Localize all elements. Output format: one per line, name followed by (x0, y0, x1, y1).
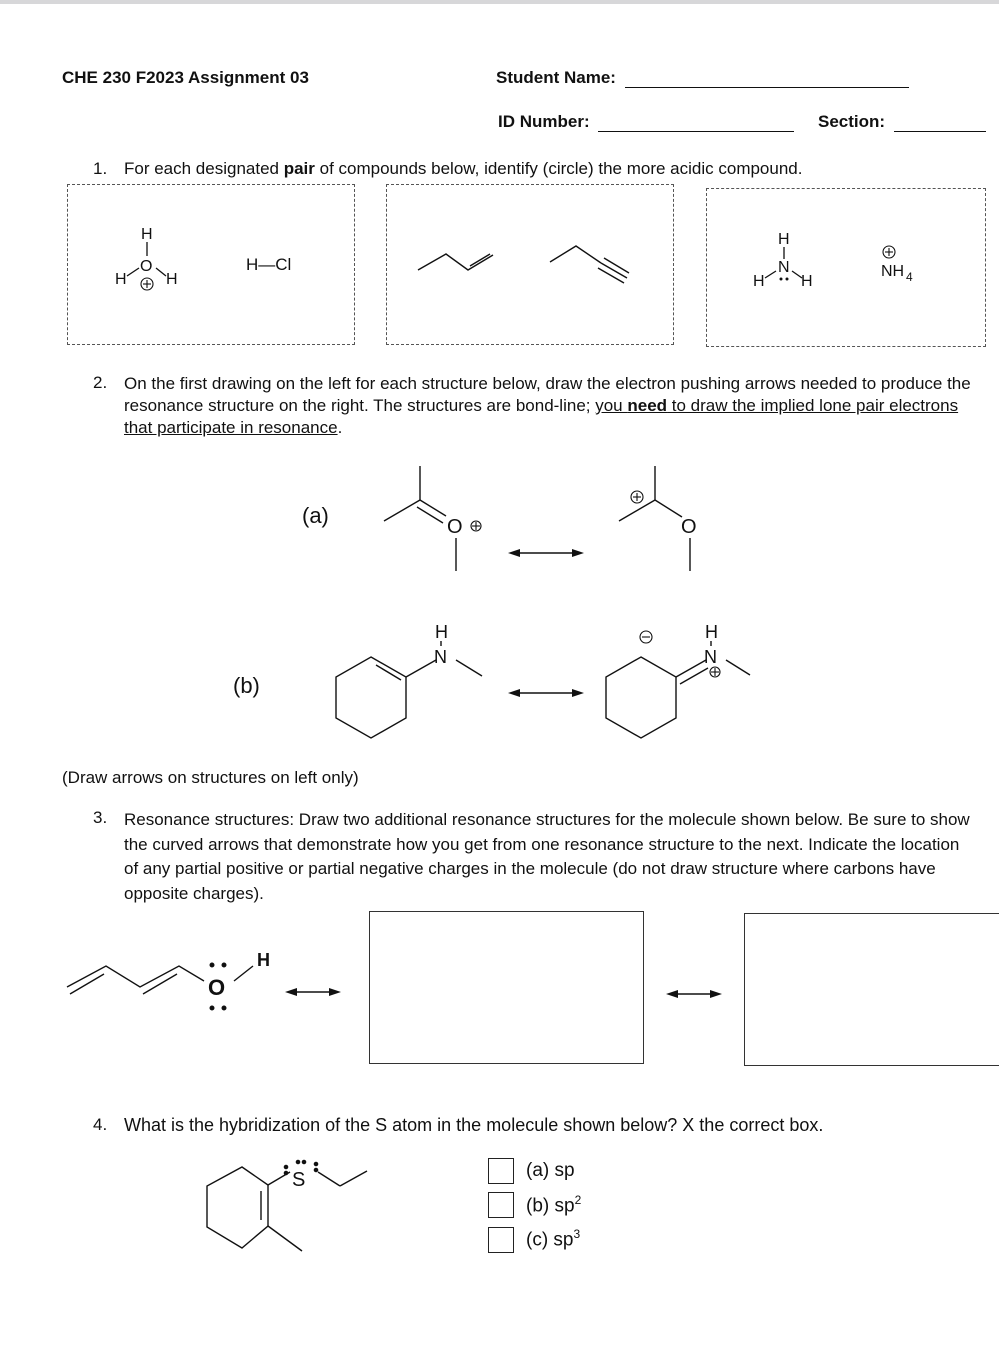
thioether-structure[interactable] (207, 1160, 367, 1251)
q2-text-u1: you (595, 396, 628, 415)
option-b-sup: 2 (574, 1193, 582, 1207)
q1-text-bold: pair (283, 159, 315, 178)
svg-text:S: S (292, 1169, 306, 1191)
svg-text:H: H (166, 271, 178, 288)
hcl-text[interactable]: H—Cl (246, 255, 292, 274)
q2-note: (Draw arrows on structures on left only) (62, 768, 359, 787)
option-c-text: (c) sp (526, 1229, 574, 1251)
q1-text-a: For each designated (124, 159, 284, 178)
ammonium-subscript: 4 (906, 270, 913, 284)
option-c-checkbox[interactable] (488, 1227, 514, 1253)
q4-text: What is the hybridization of the S atom in the molecule shown below? X the correct box. (124, 1115, 824, 1135)
option-a-label (526, 1160, 575, 1182)
svg-text:H: H (141, 226, 153, 243)
q3-number: 3. (93, 808, 108, 827)
svg-text:H: H (435, 622, 448, 642)
svg-text:H: H (115, 271, 127, 288)
svg-text:H: H (705, 622, 718, 642)
svg-text:H: H (753, 273, 765, 290)
svg-text:N: N (778, 259, 790, 276)
section-label-text: Section: (818, 112, 886, 131)
course-title: CHE 230 F2023 Assignment 03 (62, 68, 309, 87)
svg-text:H: H (257, 950, 270, 970)
svg-text:N: N (704, 647, 717, 667)
q2-text-plain: On the first drawing on the left for each structure below, draw the electron pushing arrows needed to produce the resonance structure on the right. The structures are bond-line; (124, 374, 971, 415)
student-name-label-text: Student Name: (496, 68, 616, 87)
ammonium-text: NH (881, 263, 905, 280)
id-number-label-text: ID Number: (498, 112, 590, 131)
q2-text-u2: to draw the implied lone pair electrons that participate in resonance (124, 396, 959, 437)
svg-text:O: O (681, 516, 697, 538)
q3-text: Resonance structures: Draw two additional resonance structures for the molecule shown below. Be sure to show the curved arrows that demonstrate how you get from one resonance structure to the next. Indicate the location of any partial positive or partial negative charges in the molecule (do not draw structure where carbons have opposite charges). (124, 810, 970, 903)
q1-text-b: of compounds below, identify (circle) the more acidic compound. (314, 159, 803, 178)
svg-text:O: O (140, 258, 153, 275)
option-b-label (526, 1193, 581, 1217)
q2-label-a: (a) (302, 503, 329, 528)
option-c-sup: 3 (573, 1227, 581, 1241)
q2-label-b: (b) (233, 673, 260, 698)
svg-text:O: O (447, 516, 463, 538)
option-c-label (526, 1227, 580, 1251)
q2-text-end: . (337, 418, 343, 437)
svg-text:H: H (778, 231, 790, 248)
q4-number: 4. (93, 1115, 108, 1134)
option-a-checkbox[interactable] (488, 1158, 514, 1184)
q2-number: 2. (93, 373, 108, 392)
option-b-checkbox[interactable] (488, 1192, 514, 1218)
option-a-text: (a) sp (526, 1160, 575, 1181)
svg-text:H: H (801, 273, 813, 290)
option-b-text: (b) sp (526, 1195, 575, 1217)
svg-text:O: O (208, 975, 226, 1000)
q2-text-bold: need (627, 396, 668, 415)
svg-text:N: N (434, 647, 447, 667)
q1-number: 1. (93, 159, 108, 178)
